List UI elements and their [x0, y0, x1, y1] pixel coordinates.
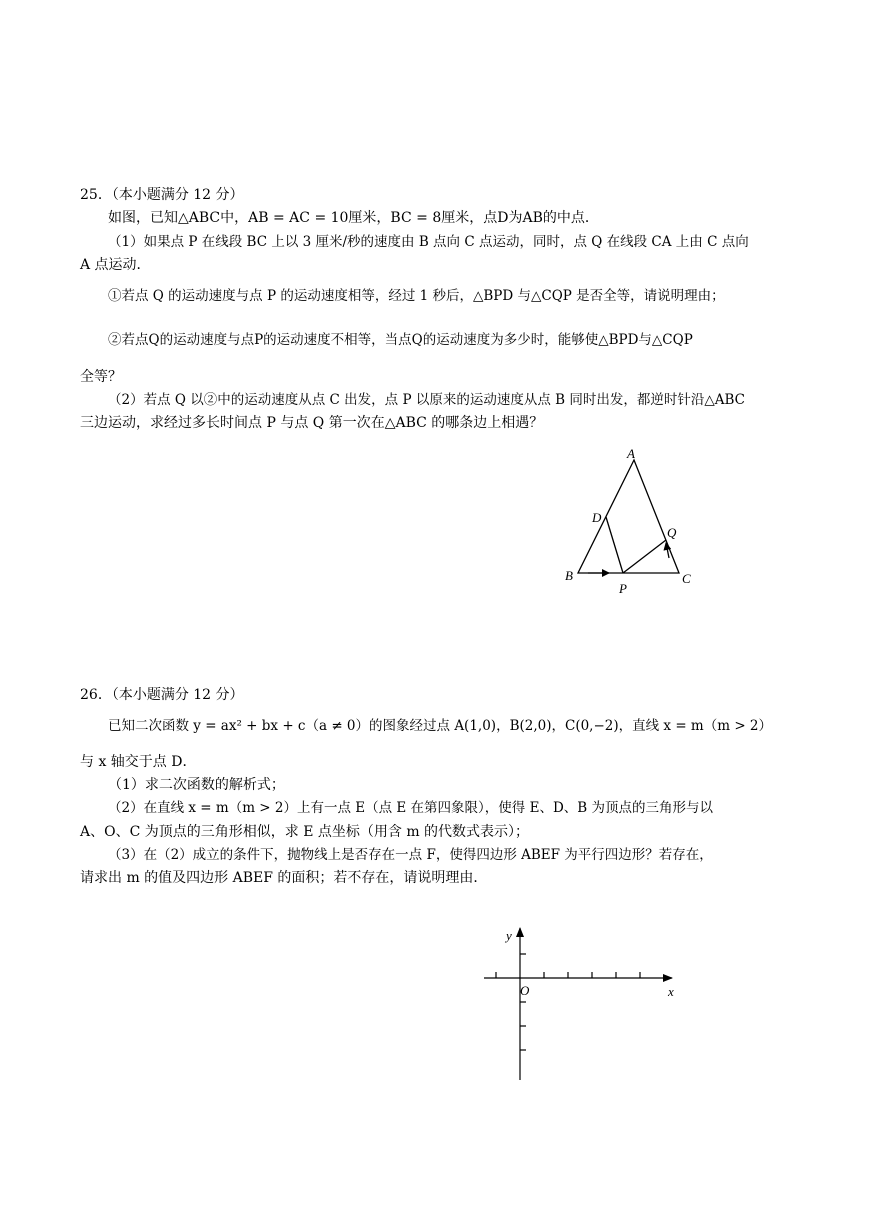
problem-26-part3-line1: （3）在（2）成立的条件下，抛物线上是否存在一点 F，使得四边形 ABEF 为平行四边形？若存在，	[108, 847, 713, 863]
segment-dp	[606, 517, 623, 573]
problem-25-part1-line1: （1）如果点 P 在线段 BC 上以 3 厘米/秒的速度由 B 点向 C 点运动，同时，点 Q 在线段 CA 上由 C 点向	[108, 234, 749, 250]
y-axis-ticks	[520, 954, 526, 1050]
problem-25-question-2-line2: 全等？	[80, 369, 122, 385]
problem-25-part2-line2: 三边运动，求经过多长时间点 P 与点 Q 第一次在△ABC 的哪条边上相遇？	[80, 415, 544, 431]
problem-26-part2-line2: A、O、C 为顶点的三角形相似，求 E 点坐标（用含 m 的代数式表示）；	[80, 824, 530, 840]
x-axis-label: x	[668, 984, 674, 999]
problem-26-intro-line2: 与 x 轴交于点 D．	[80, 754, 197, 770]
problem-25-part2-line1: （2）若点 Q 以②中的运动速度从点 C 出发，点 P 以原来的运动速度从点 B 同时出发，都逆时针沿△ABC	[108, 392, 745, 408]
y-axis-label: y	[506, 928, 512, 943]
problem-26-part2-line1: （2）在直线 x = m（m > 2）上有一点 E（点 E 在第四象限），使得 E、D、B 为顶点的三角形与以	[108, 800, 713, 816]
label-q: Q	[667, 525, 677, 540]
problem-26-header: 26．（本小题满分 12 分）	[80, 687, 244, 703]
problem-26-intro-line1: 已知二次函数 y = ax² + bx + c（a ≠ 0）的图象经过点 A(1,0)，B(2,0)，C(0,−2)，直线 x = m（m > 2）	[108, 718, 773, 734]
problem-25-part1-line2: A 点运动．	[80, 257, 151, 273]
problem-25-intro: 如图，已知△ABC中，AB = AC = 10厘米，BC = 8厘米，点D为AB的中点．	[108, 210, 599, 226]
label-a: A	[627, 446, 635, 461]
label-c: C	[682, 571, 691, 586]
problem-25-question-1: ①若点 Q 的运动速度与点 P 的运动速度相等，经过 1 秒后，△BPD 与△CQP 是否全等，请说明理由；	[108, 288, 725, 304]
problem-26-part3-line2: 请求出 m 的值及四边形 ABEF 的面积；若不存在，请说明理由．	[80, 870, 488, 886]
label-d: D	[592, 510, 602, 525]
problem-25-question-2-line1: ②若点Q的运动速度与点P的运动速度不相等，当点Q的运动速度为多少时，能够使△BPD与△CQP	[108, 332, 693, 348]
triangle-figure	[555, 440, 705, 600]
problem-26-part1: （1）求二次函数的解析式；	[108, 777, 285, 793]
problem-25-header: 25．（本小题满分 12 分）	[80, 187, 244, 203]
segment-pq	[623, 540, 666, 573]
x-axis-ticks	[496, 972, 640, 978]
origin-label: O	[520, 983, 530, 998]
coordinate-axes-figure	[470, 920, 690, 1090]
label-b: B	[565, 568, 573, 583]
label-p: P	[619, 581, 627, 596]
